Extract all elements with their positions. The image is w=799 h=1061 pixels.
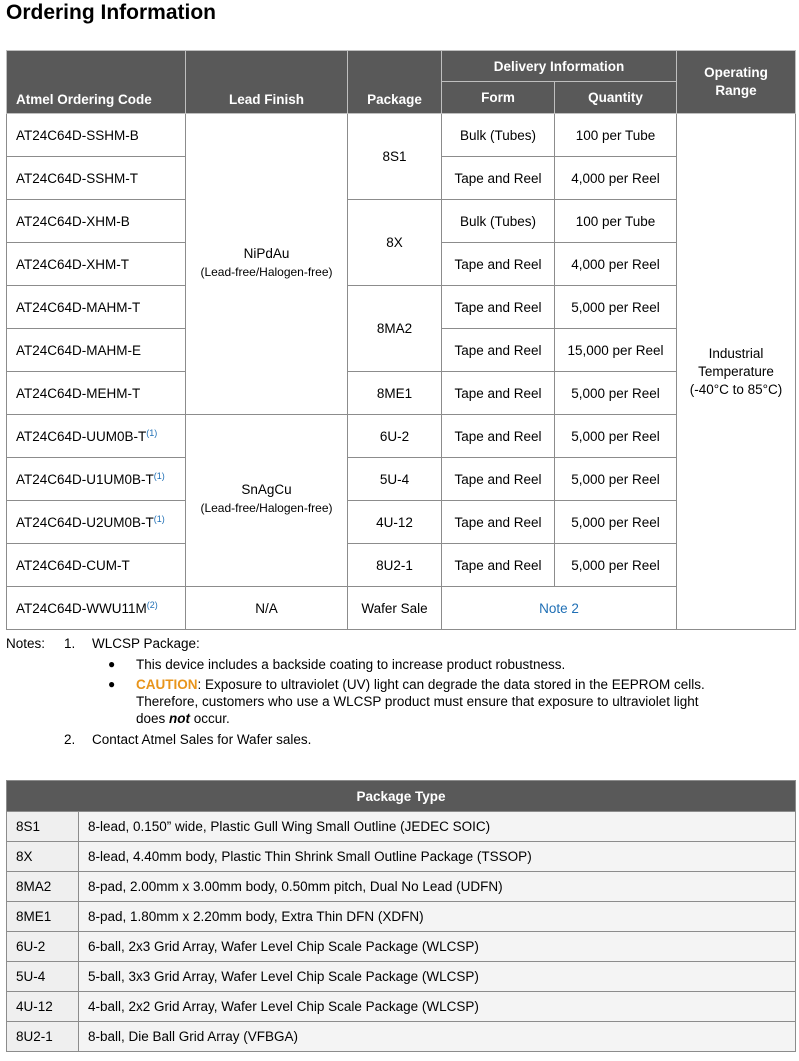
ordering-code: [7, 114, 186, 157]
ordering-code-text: AT24C64D-WWU11M: [16, 601, 147, 616]
caution-text: : Exposure to ultraviolet (UV) light can degrade the data stored in the EEPROM cells.: [197, 677, 705, 692]
bullet-icon: ●: [108, 657, 116, 671]
caution-text: Therefore, customers who use a WLCSP product must ensure that exposure to ultraviolet light: [136, 694, 699, 709]
note-number: 2.: [64, 732, 76, 747]
header-form: Form: [442, 82, 555, 114]
package-code: 8ME1: [7, 902, 79, 932]
package-cell: 5U-4: [348, 458, 442, 501]
ordering-code: [7, 501, 186, 544]
header-lead-finish: Lead Finish: [186, 51, 348, 114]
package-description: 4-ball, 2x2 Grid Array, Wafer Level Chip Scale Package (WLCSP): [79, 992, 796, 1022]
note-number: 1.: [64, 636, 76, 651]
package-description: 6-ball, 2x3 Grid Array, Wafer Level Chip Scale Package (WLCSP): [79, 932, 796, 962]
delivery-quantity: 100 per Tube: [555, 114, 677, 157]
delivery-form: Tape and Reel: [442, 372, 555, 415]
ordering-code: [7, 157, 186, 200]
package-code: 6U-2: [7, 932, 79, 962]
note-text: Contact Atmel Sales for Wafer sales.: [92, 732, 312, 747]
package-description: 8-pad, 2.00mm x 3.00mm body, 0.50mm pitch, Dual No Lead (UDFN): [79, 872, 796, 902]
package-description: 8-lead, 0.150” wide, Plastic Gull Wing Small Outline (JEDEC SOIC): [79, 812, 796, 842]
delivery-form: Bulk (Tubes): [442, 200, 555, 243]
delivery-form: Tape and Reel: [442, 415, 555, 458]
note-bullet: [6, 656, 795, 673]
table-row: [7, 114, 796, 157]
operating-range-line: (-40°C to 85°C): [689, 381, 783, 397]
note-text: WLCSP Package:: [92, 636, 200, 651]
header-delivery-information: Delivery Information: [442, 51, 677, 82]
operating-range-cell: [677, 114, 796, 630]
footnote-link[interactable]: (1): [146, 428, 158, 438]
ordering-code-text: AT24C64D-U2UM0B-T: [16, 515, 154, 530]
lead-finish-name: NiPdAu: [243, 245, 290, 261]
note-1: [6, 635, 795, 652]
ordering-code-text: AT24C64D-SSHM-T: [16, 170, 139, 186]
caution-line: [136, 710, 230, 727]
note-2: [6, 731, 795, 748]
lead-finish-detail: (Lead-free/Halogen-free): [200, 264, 333, 279]
header-operating-range: [677, 51, 796, 114]
package-cell: 6U-2: [348, 415, 442, 458]
package-code: 4U-12: [7, 992, 79, 1022]
delivery-form: Tape and Reel: [442, 501, 555, 544]
package-type-table: [6, 780, 796, 1052]
package-description: 8-lead, 4.40mm body, Plastic Thin Shrink Small Outline Package (TSSOP): [79, 842, 796, 872]
ordering-code: [7, 243, 186, 286]
delivery-form: Tape and Reel: [442, 286, 555, 329]
package-code: 5U-4: [7, 962, 79, 992]
package-description: 8-pad, 1.80mm x 2.20mm body, Extra Thin DFN (XDFN): [79, 902, 796, 932]
ordering-code-text: AT24C64D-CUM-T: [16, 557, 130, 573]
caution-emphasis: not: [169, 711, 191, 726]
ordering-code-text: AT24C64D-U1UM0B-T: [16, 472, 154, 487]
ordering-code-text: AT24C64D-MAHM-E: [16, 342, 142, 358]
package-cell: 8ME1: [348, 372, 442, 415]
header-ordering-code: Atmel Ordering Code: [7, 51, 186, 114]
footnote-link[interactable]: (1): [153, 471, 165, 481]
table-row: [7, 1022, 796, 1052]
header-quantity: Quantity: [555, 82, 677, 114]
delivery-quantity: 4,000 per Reel: [555, 157, 677, 200]
bullet-icon: ●: [108, 677, 116, 691]
ordering-code-text: AT24C64D-XHM-T: [16, 256, 130, 272]
delivery-form: Tape and Reel: [442, 544, 555, 587]
delivery-quantity: 15,000 per Reel: [555, 329, 677, 372]
ordering-code: [7, 544, 186, 587]
note-bullet: [6, 676, 795, 693]
delivery-form: Tape and Reel: [442, 329, 555, 372]
table-row: [7, 962, 796, 992]
caution-label: CAUTION: [136, 677, 198, 692]
ordering-code: [7, 415, 186, 458]
delivery-form: Bulk (Tubes): [442, 114, 555, 157]
notes-label: Notes:: [6, 636, 46, 651]
delivery-quantity: 4,000 per Reel: [555, 243, 677, 286]
package-code: 8S1: [7, 812, 79, 842]
lead-finish-cell: N/A: [186, 587, 348, 630]
operating-range-line: Temperature: [698, 363, 774, 379]
header-operating-range-label: Operating Range: [704, 65, 768, 98]
package-code: 8MA2: [7, 872, 79, 902]
delivery-form: Tape and Reel: [442, 458, 555, 501]
delivery-form: Tape and Reel: [442, 243, 555, 286]
table-row: [7, 902, 796, 932]
delivery-quantity: 5,000 per Reel: [555, 372, 677, 415]
table-row: [7, 842, 796, 872]
lead-finish-cell: [186, 415, 348, 587]
delivery-form: Tape and Reel: [442, 157, 555, 200]
ordering-code: [7, 286, 186, 329]
table-row: [7, 872, 796, 902]
package-cell: 4U-12: [348, 501, 442, 544]
ordering-code-text: AT24C64D-MEHM-T: [16, 385, 141, 401]
package-cell: 8S1: [348, 114, 442, 200]
package-description: 5-ball, 3x3 Grid Array, Wafer Level Chip Scale Package (WLCSP): [79, 962, 796, 992]
caution-continuation: [6, 693, 795, 710]
package-code: 8X: [7, 842, 79, 872]
ordering-table: [6, 50, 796, 630]
ordering-code-text: AT24C64D-MAHM-T: [16, 299, 141, 315]
table-row: [7, 932, 796, 962]
lead-finish-detail: (Lead-free/Halogen-free): [200, 501, 333, 515]
lead-finish-cell: [186, 114, 348, 415]
delivery-quantity: 100 per Tube: [555, 200, 677, 243]
package-cell: 8U2-1: [348, 544, 442, 587]
footnote-link[interactable]: (2): [146, 600, 158, 610]
ordering-code: [7, 200, 186, 243]
package-type-header: Package Type: [7, 781, 796, 812]
ordering-code-text: AT24C64D-SSHM-B: [16, 127, 139, 143]
package-description: 8-ball, Die Ball Grid Array (VFBGA): [79, 1022, 796, 1052]
caution-line: [136, 676, 705, 693]
ordering-code-text: AT24C64D-XHM-B: [16, 213, 130, 229]
caution-text: does: [136, 711, 170, 726]
delivery-quantity: 5,000 per Reel: [555, 544, 677, 587]
ordering-code: [7, 329, 186, 372]
package-cell: Wafer Sale: [348, 587, 442, 630]
footnote-link[interactable]: (1): [153, 514, 165, 524]
ordering-code-text: AT24C64D-UUM0B-T: [16, 429, 147, 444]
package-code: 8U2-1: [7, 1022, 79, 1052]
caution-text: occur.: [190, 711, 230, 726]
table-row: [7, 992, 796, 1022]
package-cell: 8X: [348, 200, 442, 286]
delivery-quantity: 5,000 per Reel: [555, 415, 677, 458]
header-package: Package: [348, 51, 442, 114]
page-title: Ordering Information: [6, 1, 216, 24]
lead-finish-name: SnAgCu: [241, 482, 292, 497]
notes-section: [6, 635, 795, 748]
ordering-code: [7, 372, 186, 415]
delivery-quantity: 5,000 per Reel: [555, 458, 677, 501]
package-cell: 8MA2: [348, 286, 442, 372]
table-row: [7, 812, 796, 842]
delivery-quantity: 5,000 per Reel: [555, 286, 677, 329]
delivery-quantity: 5,000 per Reel: [555, 501, 677, 544]
note-2-link[interactable]: Note 2: [442, 587, 677, 630]
ordering-code: [7, 587, 186, 630]
bullet-text: This device includes a backside coating to increase product robustness.: [136, 657, 566, 672]
caution-continuation: [6, 710, 795, 727]
operating-range-line: Industrial: [708, 345, 764, 361]
ordering-code: [7, 458, 186, 501]
